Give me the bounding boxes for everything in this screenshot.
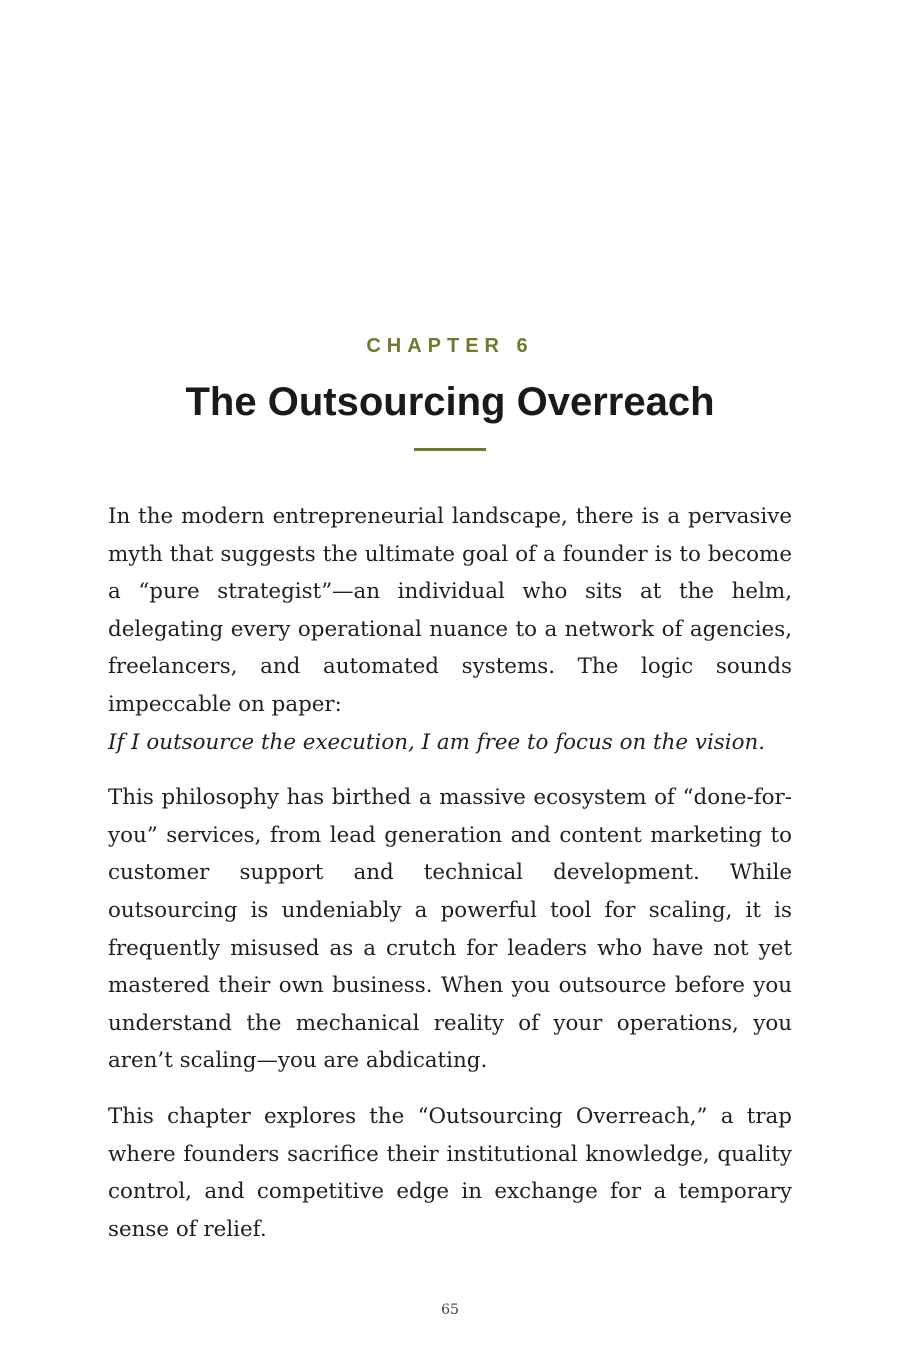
paragraph-1-italic: If I outsource the execution, I am free to focus on the vision. [108, 729, 766, 755]
paragraph-1-text: In the modern entrepreneurial landscape, there is a pervasive myth that suggests the ultimate goal of a founder is to become a “pure strategist”—an individual who sits at the helm, delegating every operational nuance to a network of agencies, freelancers, and automated systems. The logic sounds impeccable on paper: [108, 504, 792, 717]
title-divider [414, 448, 486, 451]
paragraph-3: This chapter explores the “Outsourcing Overreach,” a trap where founders sacrifice their institutional knowledge, quality control, and competitive edge in exchange for a temporary sense of relief. [108, 1103, 792, 1242]
chapter-body [108, 498, 792, 1266]
page-number: 65 [441, 1302, 459, 1318]
paragraph-2: This philosophy has birthed a massive ecosystem of “done-for-you” services, from lead generation and content marketing to customer support and technical development. While outsourcing is undeniably a powerful tool for scaling, it is frequently misused as a crutch for leaders who have not yet mastered their own business. When you outsource before you understand the mechanical reality of your operations, you aren’t scaling—you are abdicating. [108, 785, 792, 1074]
chapter-label: CHAPTER 6 [366, 335, 534, 357]
paragraph-1 [108, 498, 792, 761]
chapter-title: The Outsourcing Overreach [185, 380, 715, 424]
